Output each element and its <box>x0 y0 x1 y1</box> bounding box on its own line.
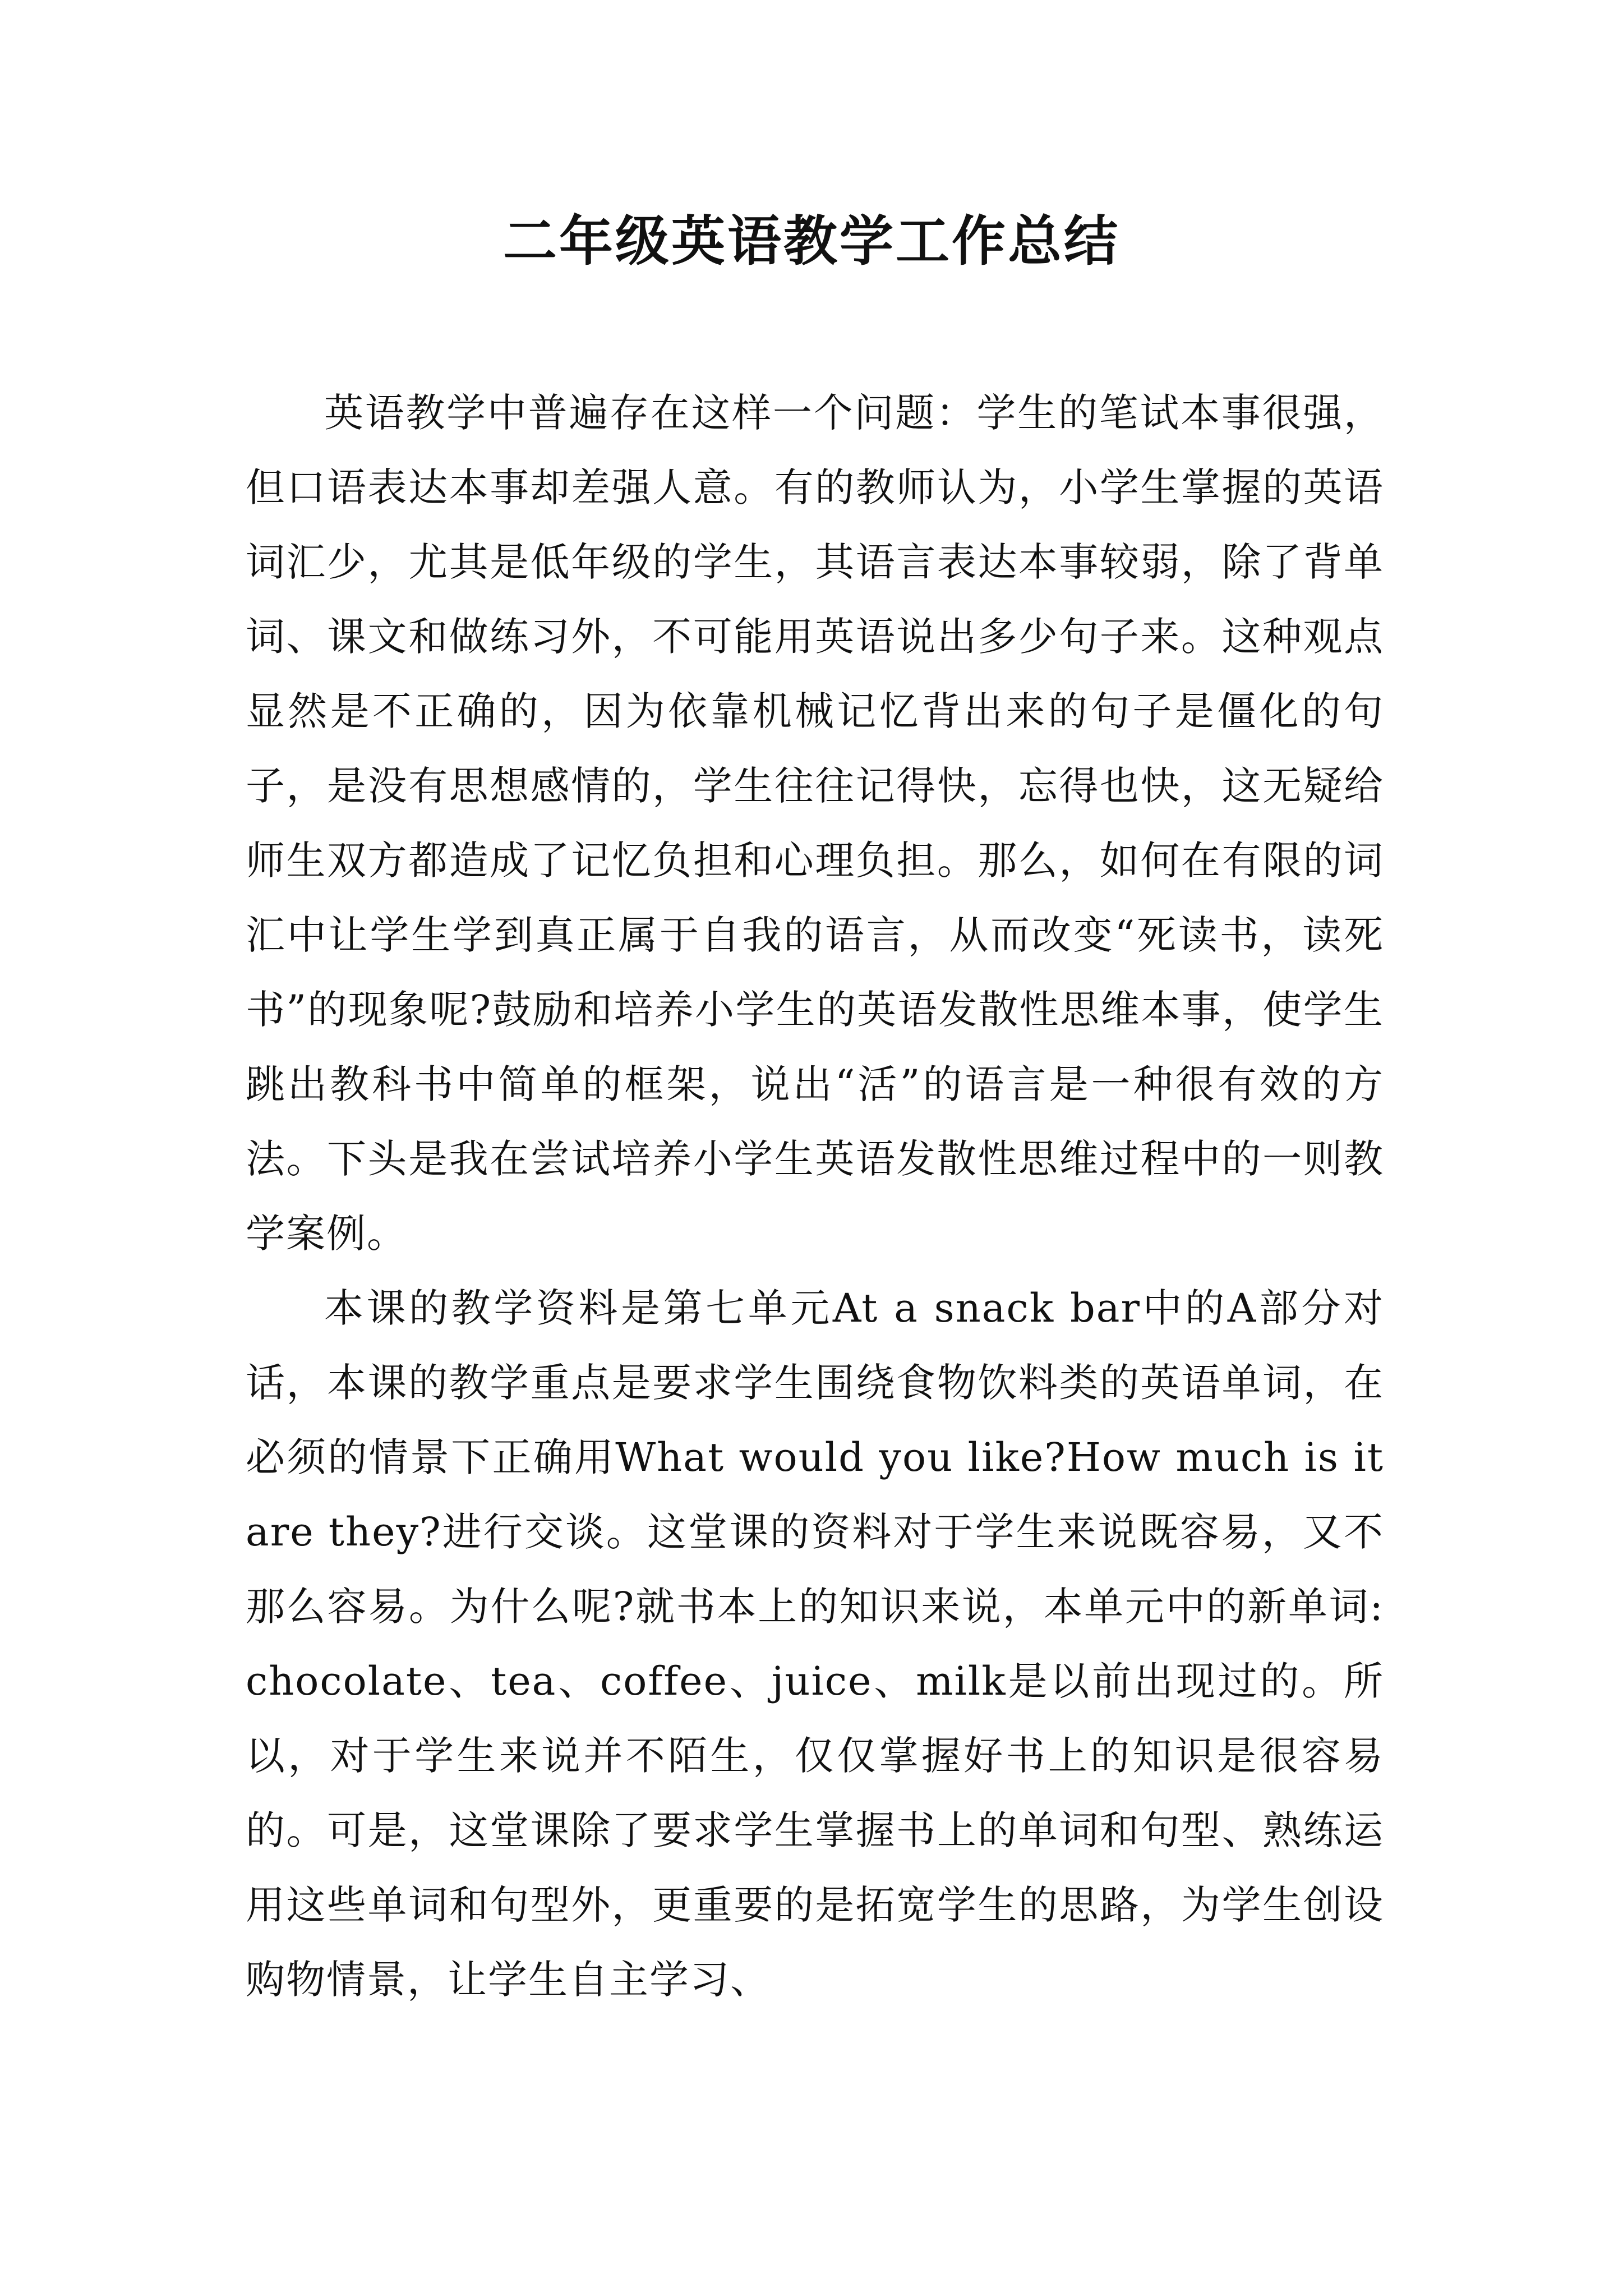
paragraph-1: 英语教学中普遍存在这样一个问题：学生的笔试本事很强，但口语表达本事却差强人意。有的教师认为，小学生掌握的英语词汇少，尤其是低年级的学生，其语言表达本事较弱，除了背单词、课文和做练习外，不可能用英语说出多少句子来。这种观点显然是不正确的，因为依靠机械记忆背出来的句子是僵化的句子，是没有思想感情的，学生往往记得快，忘得也快，这无疑给师生双方都造成了记忆负担和心理负担。那么，如何在有限的词汇中让学生学到真正属于自我的语言，从而改变“死读书，读死书”的现象呢?鼓励和培养小学生的英语发散性思维本事，使学生跳出教科书中简单的框架，说出“活”的语言是一种很有效的方法。下头是我在尝试培养小学生英语发散性思维过程中的一则教学案例。 <box>246 390 1384 1257</box>
paragraph-2: 本课的教学资料是第七单元At a snack bar中的A部分对话，本课的教学重点是要求学生围绕食物饮料类的英语单词，在必须的情景下正确用What would you like?How much is itare they?进行交谈。这堂课的资料对于学生来说既容易，又不那么容易。为什么呢?就书本上的知识来说，本单元中的新单词:chocolate、tea、coffee、juice、milk是以前出现过的。所以，对于学生来说并不陌生，仅仅掌握好书上的知识是很容易的。可是，这堂课除了要求学生掌握书上的单词和句型、熟练运用这些单词和句型外，更重要的是拓宽学生的思路，为学生创设购物情景，让学生自主学习、 <box>246 1285 1384 2003</box>
document-body <box>246 376 1384 2017</box>
document-title: 二年级英语教学工作总结 <box>503 209 1120 273</box>
